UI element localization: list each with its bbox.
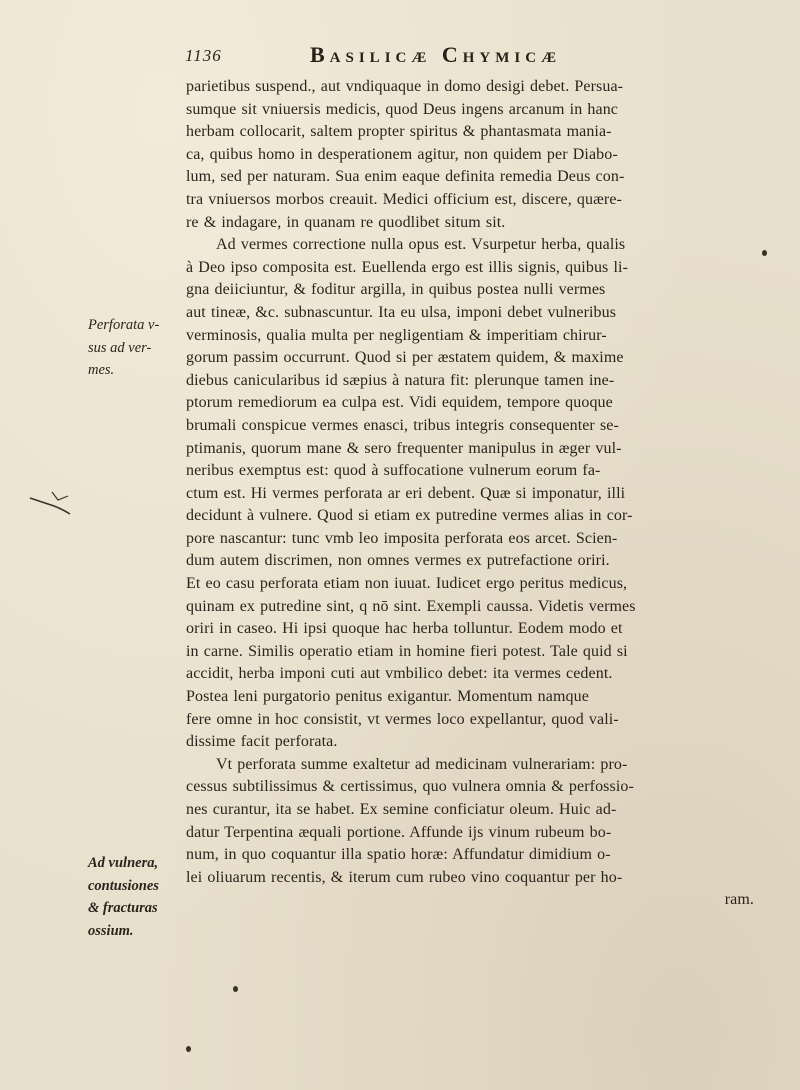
text-line: sumque sit vniuersis medicis, quod Deus ingens arcanum in hanc xyxy=(186,100,619,118)
text-line: à Deo ipso composita est. Euellenda ergo est illis signis, quibus li- xyxy=(186,258,628,276)
text-line: neribus exemptus est: quod à suffocatione vulnerum eorum fa- xyxy=(186,462,601,480)
text-line: verminosis, qualia multa per negligentiam & imperitiam chirur- xyxy=(186,326,607,344)
text-line: re & indagare, in quanam re quodlibet situm sit. xyxy=(186,213,506,231)
text-line: Postea leni purgatorio penitus exigantur. Momentum namque xyxy=(186,688,589,706)
text-line: lum, sed per naturam. Sua enim eaque definita remedia Deus con- xyxy=(186,168,625,186)
margin-note-worms xyxy=(88,314,184,382)
margin-note-line: & fracturas xyxy=(88,900,158,917)
text-line: Et eo casu perforata etiam non iuuat. Iudicet ergo peritus medicus, xyxy=(186,575,628,593)
text-line: Vt perforata summe exaltetur ad medicinam vulnerariam: pro- xyxy=(216,755,628,773)
text-line: aut tineæ, &c. subnascuntur. Ita eu ulsa, imponi debet vulneribus xyxy=(186,303,617,321)
text-line: quinam ex putredine sint, q nō sint. Exempli caussa. Videtis vermes xyxy=(186,597,636,615)
margin-note-line: mes. xyxy=(88,362,115,379)
margin-note-line: ossium. xyxy=(88,922,134,939)
text-line: lei oliuarum recentis, & iterum cum rubeo vino coquantur per ho- xyxy=(186,868,623,886)
ink-dot xyxy=(233,986,238,992)
ink-flourish-mark xyxy=(28,478,78,518)
text-line: oriri in caseo. Hi ipsi quoque hac herba tolluntur. Eodem modo et xyxy=(186,620,623,638)
text-line: num, in quo coquantur illa spatio horæ: Affundatur dimidium o- xyxy=(186,846,611,864)
ink-dot xyxy=(186,1046,191,1052)
text-line: in carne. Similis operatio etiam in homine fieri potest. Tale quid si xyxy=(186,642,628,660)
page-number: 1136 xyxy=(185,46,222,65)
text-line: dum autem discrimen, non omnes vermes ex putrefactione oriri. xyxy=(186,552,610,570)
text-line: ptorum remediorum ea culpa est. Vidi equidem, tempore quoque xyxy=(186,394,613,412)
text-line: parietibus suspend., aut vndiquaque in domo desigi debet. Persua- xyxy=(186,78,624,95)
running-title: Basilicæ Chymicæ xyxy=(310,42,562,67)
text-line: decidunt à vulnere. Quod si etiam ex putredine vermes alias in cor- xyxy=(186,507,633,525)
text-line: datur Terpentina æquali portione. Affunde ijs vinum rubeum bo- xyxy=(186,823,612,841)
text-line: accidit, herba imponi cuti aut vmbilico debet: ita vermes cedent. xyxy=(186,665,613,683)
text-line: tra vniuersos morbos creauit. Medici officium est, discere, quære- xyxy=(186,190,622,208)
text-line: ca, quibus homo in desperationem agitur, non quidem per Diabo- xyxy=(186,145,618,163)
text-line: pore nascantur: tunc vmb leo imposita perforata eos arcet. Scien- xyxy=(186,529,618,547)
margin-note-line: Ad vulnera, xyxy=(88,855,159,871)
text-line: herbam collocarit, saltem propter spiritus & phantasmata mania- xyxy=(186,123,612,141)
text-line: ctum est. Hi vermes perforata ar eri debent. Quæ si imponatur, illi xyxy=(186,484,626,502)
ink-dot xyxy=(762,250,767,256)
margin-note-line: sus ad ver- xyxy=(88,339,152,356)
margin-note-line: contusiones xyxy=(88,877,159,894)
text-line: ptimanis, quorum mane & sero frequenter manipulus in æger vul- xyxy=(186,439,622,457)
text-line: diebus canicularibus id sæpius à natura fit: plerunque tamen ine- xyxy=(186,371,615,389)
main-text-block xyxy=(186,76,766,912)
text-line: gna deiiciuntur, & foditur argilla, in quibus postea nulli vermes xyxy=(186,281,606,299)
text-line: gorum passim occurrunt. Quod si per æstatem quidem, & maxime xyxy=(186,349,624,367)
text-line: brumali conspicue vermes enasci, tribus integris consequenter se- xyxy=(186,416,619,434)
margin-note-wounds xyxy=(88,852,184,942)
margin-note-line: Perforata v- xyxy=(88,317,160,333)
text-line: fere omne in hoc consistit, vt vermes loco expellantur, quod vali- xyxy=(186,710,619,728)
text-line: nes curantur, ita se habet. Ex semine conficiatur oleum. Huic ad- xyxy=(186,801,617,818)
text-line: dissime facit perforata. xyxy=(186,733,338,751)
page-header xyxy=(185,42,765,72)
catchword: ram. xyxy=(724,891,754,909)
text-line: Ad vermes correctione nulla opus est. Vsurpetur herba, qualis xyxy=(216,236,626,254)
text-line: cessus subtilissimus & certissimus, quo vulnera omnia & perfossio- xyxy=(186,778,634,796)
